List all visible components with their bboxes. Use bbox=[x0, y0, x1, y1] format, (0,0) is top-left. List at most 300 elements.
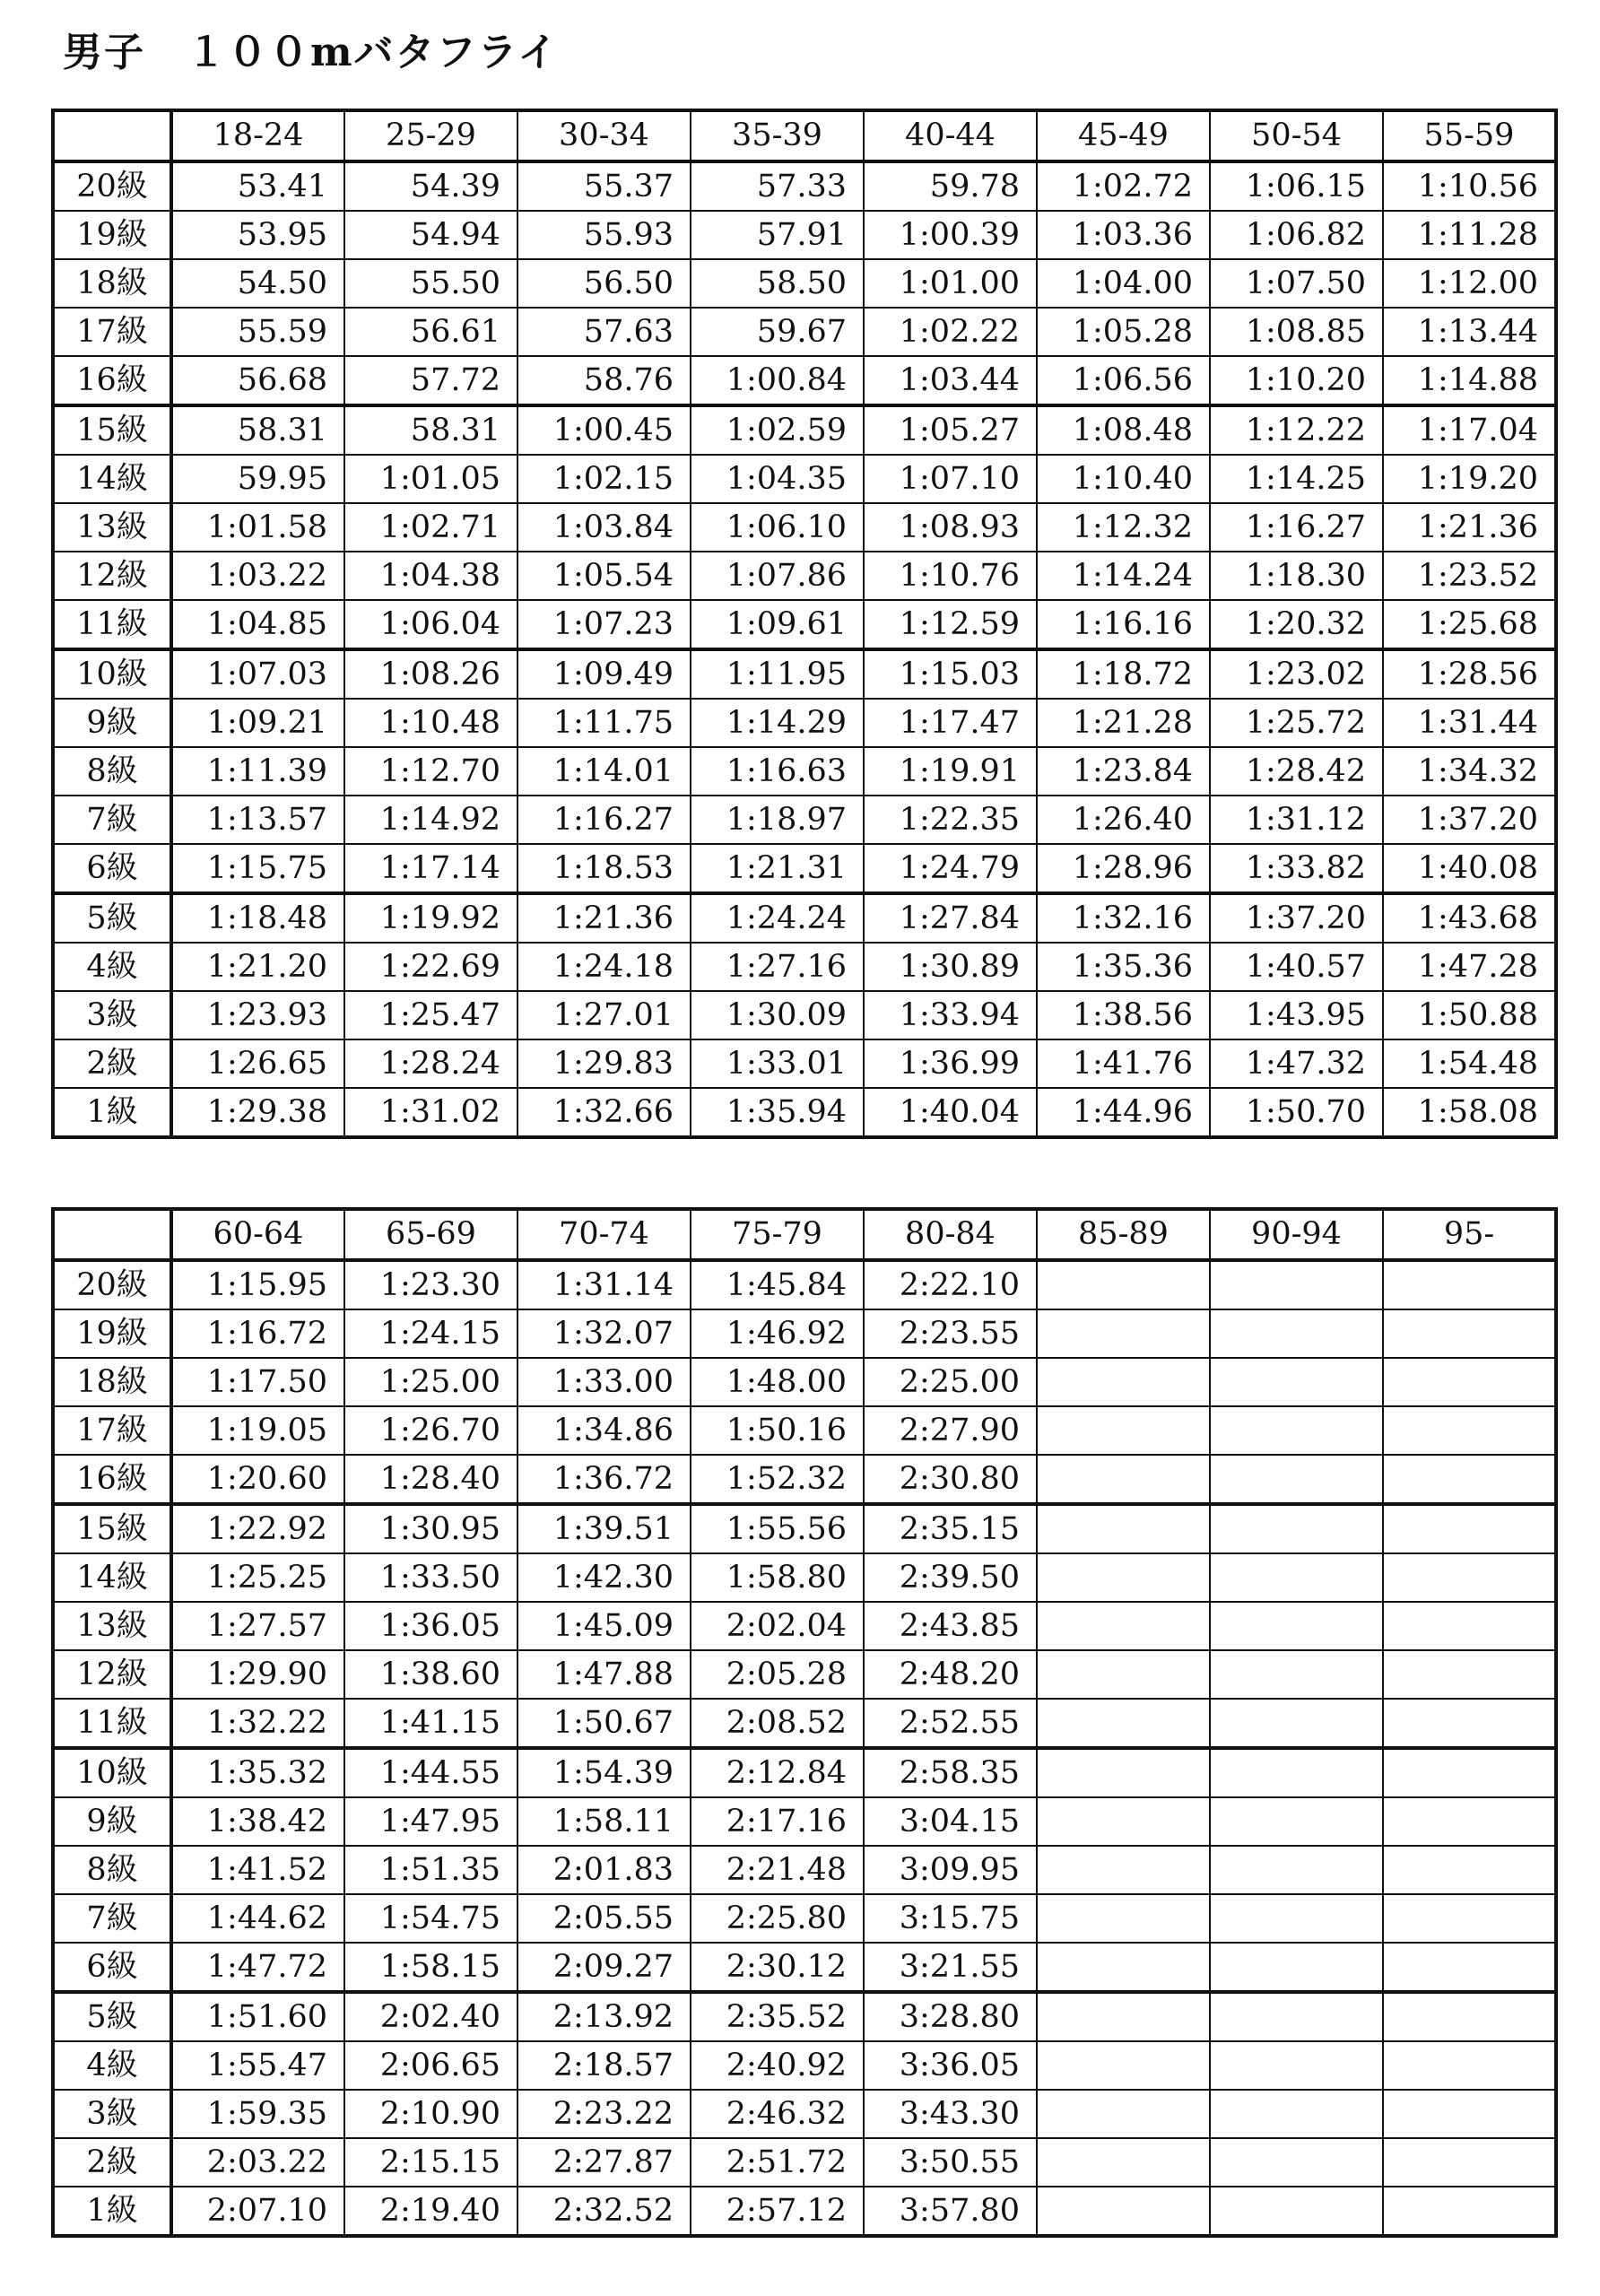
time-cell: 1:24.18 bbox=[517, 943, 691, 991]
grade-label: 12級 bbox=[53, 552, 171, 600]
time-cell bbox=[1383, 2090, 1556, 2138]
time-cell bbox=[1037, 1797, 1210, 1846]
time-cell bbox=[1383, 1602, 1556, 1650]
table-row bbox=[53, 1553, 1556, 1602]
table-row bbox=[53, 455, 1556, 503]
time-cell bbox=[1383, 1992, 1556, 2041]
age-group-header: 50-54 bbox=[1210, 110, 1383, 161]
table-row bbox=[53, 308, 1556, 356]
time-cell: 1:07.86 bbox=[691, 552, 864, 600]
time-cell: 1:33.01 bbox=[691, 1039, 864, 1088]
time-cell: 1:45.09 bbox=[517, 1602, 691, 1650]
time-cell bbox=[1210, 2090, 1383, 2138]
time-cell: 2:21.48 bbox=[691, 1846, 864, 1894]
time-cell: 1:54.48 bbox=[1383, 1039, 1556, 1088]
grade-label: 5級 bbox=[53, 893, 171, 943]
time-cell: 1:55.47 bbox=[171, 2041, 344, 2090]
grade-label: 20級 bbox=[53, 161, 171, 211]
time-cell: 1:33.50 bbox=[344, 1553, 517, 1602]
time-cell: 1:47.72 bbox=[171, 1943, 344, 1992]
grade-label: 17級 bbox=[53, 308, 171, 356]
time-cell: 1:47.28 bbox=[1383, 943, 1556, 991]
time-cell: 1:32.16 bbox=[1037, 893, 1210, 943]
time-cell: 58.31 bbox=[171, 405, 344, 455]
time-cell: 1:04.35 bbox=[691, 455, 864, 503]
time-cell bbox=[1037, 1358, 1210, 1406]
time-cell: 2:30.80 bbox=[864, 1455, 1037, 1504]
time-cell bbox=[1037, 1553, 1210, 1602]
time-cell: 1:21.36 bbox=[1383, 503, 1556, 552]
time-cell bbox=[1210, 1309, 1383, 1358]
table-row bbox=[53, 1088, 1556, 1137]
time-cell bbox=[1383, 1455, 1556, 1504]
standards-table-ages-60-plus bbox=[51, 1207, 1558, 2238]
time-cell: 1:17.04 bbox=[1383, 405, 1556, 455]
time-cell: 2:30.12 bbox=[691, 1943, 864, 1992]
grade-label: 5級 bbox=[53, 1992, 171, 2041]
grade-label: 9級 bbox=[53, 699, 171, 747]
time-cell: 2:27.90 bbox=[864, 1406, 1037, 1455]
time-cell bbox=[1383, 2138, 1556, 2187]
table-row bbox=[53, 1309, 1556, 1358]
time-cell: 2:15.15 bbox=[344, 2138, 517, 2187]
time-cell: 1:09.21 bbox=[171, 699, 344, 747]
time-cell: 2:40.92 bbox=[691, 2041, 864, 2090]
time-cell: 1:21.20 bbox=[171, 943, 344, 991]
grade-label: 9級 bbox=[53, 1797, 171, 1846]
grade-label: 14級 bbox=[53, 1553, 171, 1602]
table-row bbox=[53, 161, 1556, 211]
age-group-header: 80-84 bbox=[864, 1209, 1037, 1260]
time-cell: 2:57.12 bbox=[691, 2187, 864, 2236]
table-row bbox=[53, 893, 1556, 943]
time-cell: 1:41.52 bbox=[171, 1846, 344, 1894]
time-cell: 1:16.16 bbox=[1037, 600, 1210, 649]
time-cell: 1:17.47 bbox=[864, 699, 1037, 747]
time-cell bbox=[1210, 1260, 1383, 1309]
table-row bbox=[53, 649, 1556, 699]
time-cell bbox=[1037, 1406, 1210, 1455]
time-cell: 2:18.57 bbox=[517, 2041, 691, 2090]
grade-label: 8級 bbox=[53, 1846, 171, 1894]
time-cell: 1:10.56 bbox=[1383, 161, 1556, 211]
time-cell: 53.95 bbox=[171, 211, 344, 259]
time-cell bbox=[1383, 1406, 1556, 1455]
time-cell bbox=[1383, 1650, 1556, 1699]
grade-label: 4級 bbox=[53, 943, 171, 991]
time-cell: 1:17.50 bbox=[171, 1358, 344, 1406]
time-cell: 2:05.28 bbox=[691, 1650, 864, 1699]
age-group-header: 85-89 bbox=[1037, 1209, 1210, 1260]
time-cell: 2:12.84 bbox=[691, 1748, 864, 1797]
time-cell: 1:50.16 bbox=[691, 1406, 864, 1455]
time-cell: 1:25.72 bbox=[1210, 699, 1383, 747]
time-cell: 1:14.01 bbox=[517, 747, 691, 796]
time-cell: 2:23.22 bbox=[517, 2090, 691, 2138]
time-cell bbox=[1037, 1699, 1210, 1748]
time-cell: 1:19.20 bbox=[1383, 455, 1556, 503]
grade-label: 16級 bbox=[53, 356, 171, 405]
time-cell: 1:33.00 bbox=[517, 1358, 691, 1406]
page-title: 男子 １００mバタフライ bbox=[63, 30, 560, 75]
time-cell: 1:32.66 bbox=[517, 1088, 691, 1137]
time-cell: 2:19.40 bbox=[344, 2187, 517, 2236]
grade-label: 13級 bbox=[53, 1602, 171, 1650]
age-group-header: 75-79 bbox=[691, 1209, 864, 1260]
time-cell: 1:22.92 bbox=[171, 1504, 344, 1553]
time-cell: 1:36.05 bbox=[344, 1602, 517, 1650]
time-cell: 1:04.38 bbox=[344, 552, 517, 600]
time-cell bbox=[1037, 1309, 1210, 1358]
time-cell: 1:34.86 bbox=[517, 1406, 691, 1455]
time-cell: 1:01.05 bbox=[344, 455, 517, 503]
time-cell: 55.59 bbox=[171, 308, 344, 356]
time-cell: 1:11.95 bbox=[691, 649, 864, 699]
time-cell: 1:15.75 bbox=[171, 844, 344, 893]
time-cell: 1:12.59 bbox=[864, 600, 1037, 649]
time-cell: 1:41.15 bbox=[344, 1699, 517, 1748]
time-cell: 1:33.82 bbox=[1210, 844, 1383, 893]
time-cell: 1:02.22 bbox=[864, 308, 1037, 356]
table-row bbox=[53, 2090, 1556, 2138]
time-cell: 56.50 bbox=[517, 259, 691, 308]
time-cell: 59.67 bbox=[691, 308, 864, 356]
age-group-header: 55-59 bbox=[1383, 110, 1556, 161]
time-cell: 1:23.02 bbox=[1210, 649, 1383, 699]
time-cell: 1:05.54 bbox=[517, 552, 691, 600]
grade-label: 19級 bbox=[53, 1309, 171, 1358]
time-cell: 1:37.20 bbox=[1210, 893, 1383, 943]
time-cell: 1:10.20 bbox=[1210, 356, 1383, 405]
table-row bbox=[53, 1406, 1556, 1455]
time-cell: 1:06.82 bbox=[1210, 211, 1383, 259]
table-row bbox=[53, 1797, 1556, 1846]
age-group-header: 70-74 bbox=[517, 1209, 691, 1260]
time-cell: 1:30.89 bbox=[864, 943, 1037, 991]
time-cell: 2:09.27 bbox=[517, 1943, 691, 1992]
time-cell bbox=[1210, 1602, 1383, 1650]
time-cell: 1:34.32 bbox=[1383, 747, 1556, 796]
age-group-header-row bbox=[53, 1209, 1556, 1260]
time-cell: 1:10.76 bbox=[864, 552, 1037, 600]
time-cell: 1:33.94 bbox=[864, 991, 1037, 1039]
time-cell: 2:25.80 bbox=[691, 1894, 864, 1943]
time-cell bbox=[1037, 1650, 1210, 1699]
time-cell: 1:00.84 bbox=[691, 356, 864, 405]
time-cell: 1:50.67 bbox=[517, 1699, 691, 1748]
time-cell bbox=[1210, 1943, 1383, 1992]
time-cell: 1:43.68 bbox=[1383, 893, 1556, 943]
time-cell: 1:24.15 bbox=[344, 1309, 517, 1358]
time-cell: 54.39 bbox=[344, 161, 517, 211]
table-row bbox=[53, 600, 1556, 649]
table-row bbox=[53, 1894, 1556, 1943]
time-cell: 1:31.14 bbox=[517, 1260, 691, 1309]
time-cell: 1:42.30 bbox=[517, 1553, 691, 1602]
table-row bbox=[53, 1650, 1556, 1699]
grade-label: 10級 bbox=[53, 1748, 171, 1797]
table-row bbox=[53, 1748, 1556, 1797]
table-row bbox=[53, 2187, 1556, 2236]
time-cell: 1:02.15 bbox=[517, 455, 691, 503]
time-cell: 1:02.71 bbox=[344, 503, 517, 552]
time-cell: 1:21.36 bbox=[517, 893, 691, 943]
time-cell bbox=[1383, 1894, 1556, 1943]
time-cell bbox=[1383, 1358, 1556, 1406]
time-cell: 1:24.24 bbox=[691, 893, 864, 943]
time-cell: 1:27.57 bbox=[171, 1602, 344, 1650]
table-row bbox=[53, 1943, 1556, 1992]
grade-label: 11級 bbox=[53, 600, 171, 649]
time-cell: 1:58.80 bbox=[691, 1553, 864, 1602]
time-cell bbox=[1210, 1992, 1383, 2041]
time-cell: 2:43.85 bbox=[864, 1602, 1037, 1650]
time-cell: 1:30.95 bbox=[344, 1504, 517, 1553]
time-cell: 1:19.92 bbox=[344, 893, 517, 943]
time-cell: 58.31 bbox=[344, 405, 517, 455]
time-cell: 1:12.00 bbox=[1383, 259, 1556, 308]
time-cell: 3:43.30 bbox=[864, 2090, 1037, 2138]
time-cell: 1:35.32 bbox=[171, 1748, 344, 1797]
time-cell: 1:52.32 bbox=[691, 1455, 864, 1504]
time-cell: 1:12.70 bbox=[344, 747, 517, 796]
time-cell: 1:06.04 bbox=[344, 600, 517, 649]
time-cell bbox=[1383, 1846, 1556, 1894]
table-row bbox=[53, 211, 1556, 259]
time-cell: 1:25.00 bbox=[344, 1358, 517, 1406]
time-cell: 1:45.84 bbox=[691, 1260, 864, 1309]
time-cell: 1:06.56 bbox=[1037, 356, 1210, 405]
time-cell: 1:09.49 bbox=[517, 649, 691, 699]
time-cell: 1:38.60 bbox=[344, 1650, 517, 1699]
time-cell bbox=[1383, 1309, 1556, 1358]
grade-label: 2級 bbox=[53, 2138, 171, 2187]
time-cell: 55.50 bbox=[344, 259, 517, 308]
time-cell bbox=[1210, 2187, 1383, 2236]
time-cell: 1:50.88 bbox=[1383, 991, 1556, 1039]
time-cell bbox=[1037, 1260, 1210, 1309]
time-cell: 1:05.27 bbox=[864, 405, 1037, 455]
time-cell: 1:02.72 bbox=[1037, 161, 1210, 211]
age-group-header: 35-39 bbox=[691, 110, 864, 161]
time-cell: 56.68 bbox=[171, 356, 344, 405]
grade-label: 16級 bbox=[53, 1455, 171, 1504]
time-cell: 2:07.10 bbox=[171, 2187, 344, 2236]
time-cell bbox=[1210, 1455, 1383, 1504]
time-cell: 1:47.88 bbox=[517, 1650, 691, 1699]
age-group-header: 95- bbox=[1383, 1209, 1556, 1260]
time-cell: 1:15.95 bbox=[171, 1260, 344, 1309]
time-cell: 2:35.52 bbox=[691, 1992, 864, 2041]
time-cell bbox=[1210, 1748, 1383, 1797]
time-cell bbox=[1383, 1797, 1556, 1846]
time-cell: 1:44.96 bbox=[1037, 1088, 1210, 1137]
time-cell: 1:43.95 bbox=[1210, 991, 1383, 1039]
time-cell: 57.33 bbox=[691, 161, 864, 211]
grade-label: 13級 bbox=[53, 503, 171, 552]
time-cell: 2:02.04 bbox=[691, 1602, 864, 1650]
table-row bbox=[53, 1504, 1556, 1553]
time-cell: 2:06.65 bbox=[344, 2041, 517, 2090]
time-cell: 1:21.31 bbox=[691, 844, 864, 893]
time-cell: 2:35.15 bbox=[864, 1504, 1037, 1553]
time-cell: 1:06.10 bbox=[691, 503, 864, 552]
time-cell: 1:35.94 bbox=[691, 1088, 864, 1137]
time-cell: 1:11.39 bbox=[171, 747, 344, 796]
time-cell: 57.72 bbox=[344, 356, 517, 405]
time-cell: 1:40.08 bbox=[1383, 844, 1556, 893]
time-cell: 2:58.35 bbox=[864, 1748, 1037, 1797]
table-row bbox=[53, 2041, 1556, 2090]
time-cell bbox=[1037, 1602, 1210, 1650]
grade-label: 18級 bbox=[53, 259, 171, 308]
time-cell: 1:08.85 bbox=[1210, 308, 1383, 356]
time-cell: 2:10.90 bbox=[344, 2090, 517, 2138]
time-cell: 1:20.32 bbox=[1210, 600, 1383, 649]
time-cell: 1:14.88 bbox=[1383, 356, 1556, 405]
time-cell: 2:22.10 bbox=[864, 1260, 1037, 1309]
time-cell bbox=[1210, 1797, 1383, 1846]
time-cell bbox=[1383, 1699, 1556, 1748]
time-cell: 1:20.60 bbox=[171, 1455, 344, 1504]
time-cell: 1:38.56 bbox=[1037, 991, 1210, 1039]
time-cell: 1:37.20 bbox=[1383, 796, 1556, 844]
time-cell: 2:05.55 bbox=[517, 1894, 691, 1943]
time-cell: 2:25.00 bbox=[864, 1358, 1037, 1406]
time-cell: 1:18.48 bbox=[171, 893, 344, 943]
time-cell: 1:28.42 bbox=[1210, 747, 1383, 796]
time-cell: 1:03.44 bbox=[864, 356, 1037, 405]
grade-label: 3級 bbox=[53, 2090, 171, 2138]
time-cell bbox=[1210, 1553, 1383, 1602]
time-cell: 59.95 bbox=[171, 455, 344, 503]
time-cell: 3:21.55 bbox=[864, 1943, 1037, 1992]
time-cell: 1:01.58 bbox=[171, 503, 344, 552]
grade-label: 15級 bbox=[53, 405, 171, 455]
time-cell bbox=[1383, 1943, 1556, 1992]
time-cell: 1:13.57 bbox=[171, 796, 344, 844]
time-cell bbox=[1037, 2138, 1210, 2187]
time-cell: 1:16.72 bbox=[171, 1309, 344, 1358]
grade-label: 3級 bbox=[53, 991, 171, 1039]
time-cell: 1:28.96 bbox=[1037, 844, 1210, 893]
time-cell: 2:48.20 bbox=[864, 1650, 1037, 1699]
time-cell: 1:23.84 bbox=[1037, 747, 1210, 796]
time-cell: 2:01.83 bbox=[517, 1846, 691, 1894]
grade-label: 11級 bbox=[53, 1699, 171, 1748]
age-group-header: 60-64 bbox=[171, 1209, 344, 1260]
time-cell: 1:16.27 bbox=[1210, 503, 1383, 552]
time-cell: 1:12.22 bbox=[1210, 405, 1383, 455]
time-cell: 1:06.15 bbox=[1210, 161, 1383, 211]
time-cell: 55.37 bbox=[517, 161, 691, 211]
table-row bbox=[53, 405, 1556, 455]
time-cell: 1:07.03 bbox=[171, 649, 344, 699]
time-cell: 1:29.38 bbox=[171, 1088, 344, 1137]
time-cell: 1:07.23 bbox=[517, 600, 691, 649]
corner-cell bbox=[53, 1209, 171, 1260]
time-cell: 2:17.16 bbox=[691, 1797, 864, 1846]
time-cell: 1:08.26 bbox=[344, 649, 517, 699]
time-cell bbox=[1037, 1992, 1210, 2041]
time-cell bbox=[1037, 1504, 1210, 1553]
time-cell bbox=[1037, 1943, 1210, 1992]
time-cell: 58.76 bbox=[517, 356, 691, 405]
time-cell: 1:15.03 bbox=[864, 649, 1037, 699]
table-row bbox=[53, 552, 1556, 600]
time-cell: 54.94 bbox=[344, 211, 517, 259]
time-cell bbox=[1383, 2187, 1556, 2236]
standards-table-ages-18-59 bbox=[51, 109, 1558, 1139]
time-cell: 3:15.75 bbox=[864, 1894, 1037, 1943]
time-cell bbox=[1037, 1455, 1210, 1504]
grade-label: 8級 bbox=[53, 747, 171, 796]
time-cell: 1:54.75 bbox=[344, 1894, 517, 1943]
time-cell bbox=[1210, 1699, 1383, 1748]
time-cell: 1:40.04 bbox=[864, 1088, 1037, 1137]
table-row bbox=[53, 1039, 1556, 1088]
time-cell: 1:22.69 bbox=[344, 943, 517, 991]
time-cell: 1:51.35 bbox=[344, 1846, 517, 1894]
time-cell bbox=[1210, 1504, 1383, 1553]
time-cell bbox=[1383, 1504, 1556, 1553]
time-cell: 1:58.15 bbox=[344, 1943, 517, 1992]
time-cell: 1:25.47 bbox=[344, 991, 517, 1039]
time-cell: 1:54.39 bbox=[517, 1748, 691, 1797]
time-cell: 1:03.22 bbox=[171, 552, 344, 600]
time-cell: 1:32.22 bbox=[171, 1699, 344, 1748]
time-cell: 1:05.28 bbox=[1037, 308, 1210, 356]
grade-label: 7級 bbox=[53, 796, 171, 844]
time-cell: 1:22.35 bbox=[864, 796, 1037, 844]
time-cell bbox=[1037, 2187, 1210, 2236]
time-cell: 53.41 bbox=[171, 161, 344, 211]
time-cell: 1:58.08 bbox=[1383, 1088, 1556, 1137]
table-row bbox=[53, 943, 1556, 991]
age-group-header: 18-24 bbox=[171, 110, 344, 161]
time-cell: 1:55.56 bbox=[691, 1504, 864, 1553]
time-cell: 1:39.51 bbox=[517, 1504, 691, 1553]
time-cell: 1:36.72 bbox=[517, 1455, 691, 1504]
table-row bbox=[53, 356, 1556, 405]
time-cell: 1:12.32 bbox=[1037, 503, 1210, 552]
time-cell: 1:09.61 bbox=[691, 600, 864, 649]
time-cell: 1:03.84 bbox=[517, 503, 691, 552]
time-cell: 2:23.55 bbox=[864, 1309, 1037, 1358]
time-cell: 1:10.40 bbox=[1037, 455, 1210, 503]
time-cell: 1:36.99 bbox=[864, 1039, 1037, 1088]
grade-label: 17級 bbox=[53, 1406, 171, 1455]
time-cell: 1:00.45 bbox=[517, 405, 691, 455]
time-cell: 1:41.76 bbox=[1037, 1039, 1210, 1088]
table-row bbox=[53, 1358, 1556, 1406]
time-cell: 2:46.32 bbox=[691, 2090, 864, 2138]
time-cell bbox=[1037, 1894, 1210, 1943]
time-cell: 1:18.97 bbox=[691, 796, 864, 844]
table-row bbox=[53, 699, 1556, 747]
time-cell: 1:23.93 bbox=[171, 991, 344, 1039]
time-cell bbox=[1210, 1406, 1383, 1455]
time-cell: 1:25.68 bbox=[1383, 600, 1556, 649]
table-row bbox=[53, 1846, 1556, 1894]
time-cell: 1:18.53 bbox=[517, 844, 691, 893]
time-cell: 57.63 bbox=[517, 308, 691, 356]
time-cell: 1:28.24 bbox=[344, 1039, 517, 1088]
time-cell: 55.93 bbox=[517, 211, 691, 259]
time-cell: 1:18.30 bbox=[1210, 552, 1383, 600]
grade-label: 6級 bbox=[53, 1943, 171, 1992]
time-cell: 3:50.55 bbox=[864, 2138, 1037, 2187]
